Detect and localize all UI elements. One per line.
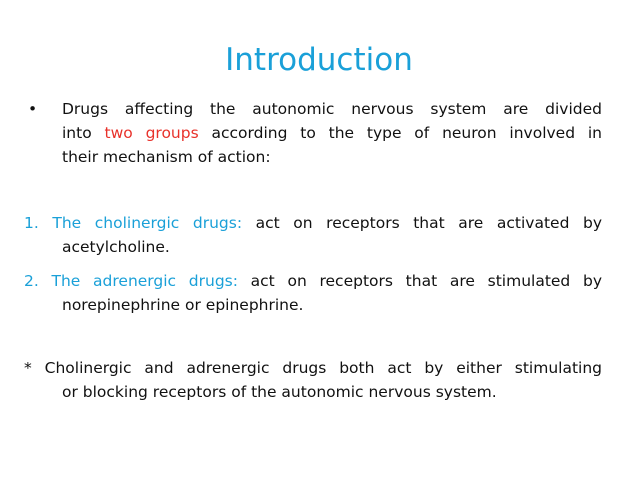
item-1-line-1: 1. The cholinergic drugs: act on receptors that are activated by [24, 214, 602, 232]
list-item-adrenergic [24, 269, 602, 317]
item-1-label: 1. The cholinergic drugs: [24, 214, 243, 232]
item-2-line-2: norepinephrine or epinephrine. [62, 296, 304, 314]
slide-title: Introduction [225, 42, 413, 78]
two-groups-highlight: two groups [104, 124, 199, 142]
intro-line-3: their mechanism of action: [62, 148, 271, 166]
item-2-label: 2. The adrenergic drugs: [24, 272, 238, 290]
note-paragraph [24, 356, 602, 404]
item-1-line-2: acetylcholine. [62, 238, 170, 256]
intro-line-2: into two groups according to the type of neuron involved in [62, 124, 602, 142]
bullet-dot: • [28, 100, 38, 118]
intro-bullet [24, 97, 602, 169]
note-line-1: * Cholinergic and adrenergic drugs both act by either stimulating [24, 359, 602, 377]
note-line-2: or blocking receptors of the autonomic nervous system. [62, 383, 497, 401]
list-item-cholinergic [24, 211, 602, 259]
intro-line-1: Drugs affecting the autonomic nervous system are divided [62, 100, 602, 118]
item-2-line-1: 2. The adrenergic drugs: act on receptors that are stimulated by [24, 272, 602, 290]
